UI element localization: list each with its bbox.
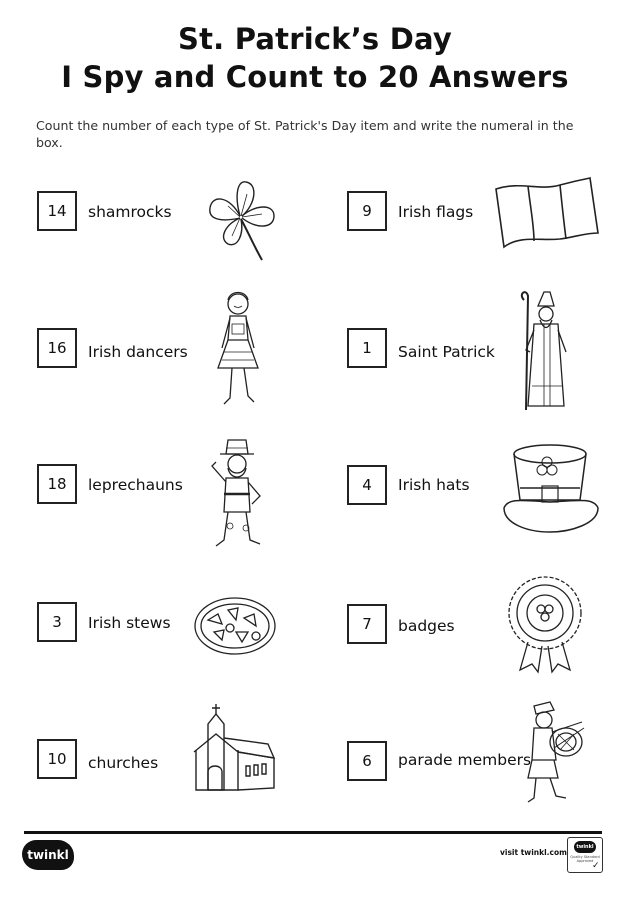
leprechaun-icon	[206, 436, 266, 560]
count-box-irish-hats[interactable]: 4	[347, 465, 387, 505]
label-parade-members: parade members	[398, 751, 532, 769]
quality-badge-logo: twinkl	[574, 841, 596, 853]
label-leprechauns: leprechauns	[88, 476, 183, 494]
quality-badge	[567, 837, 603, 873]
count-box-irish-stews[interactable]: 3	[37, 602, 77, 642]
check-icon: ✓	[592, 861, 600, 871]
quality-badge-text: Quality Standard Approved	[570, 855, 600, 863]
saint-patrick-icon	[514, 290, 572, 412]
label-churches: churches	[88, 754, 159, 772]
count-box-irish-flags[interactable]: 9	[347, 191, 387, 231]
visit-link[interactable]: visit twinkl.com	[500, 848, 567, 857]
footer-divider	[24, 831, 602, 834]
count-box-parade-members[interactable]: 6	[347, 741, 387, 781]
label-badges: badges	[398, 617, 455, 635]
parade-drummer-icon	[524, 698, 592, 808]
label-irish-hats: Irish hats	[398, 476, 470, 494]
shamrock-icon	[200, 176, 280, 262]
count-box-saint-patrick[interactable]: 1	[347, 328, 387, 368]
rosette-badge-icon	[506, 574, 584, 674]
twinkl-logo[interactable]: twinkl	[22, 840, 74, 870]
church-icon	[190, 702, 276, 794]
label-irish-flags: Irish flags	[398, 203, 474, 221]
count-box-leprechauns[interactable]: 18	[37, 464, 77, 504]
page-title-line-1: St. Patrick’s Day	[178, 22, 452, 56]
count-box-badges[interactable]: 7	[347, 604, 387, 644]
label-shamrocks: shamrocks	[88, 203, 172, 221]
irish-stew-icon	[192, 592, 278, 664]
page-title-line-2: I Spy and Count to 20 Answers	[61, 60, 569, 94]
count-box-shamrocks[interactable]: 14	[37, 191, 77, 231]
count-box-irish-dancers[interactable]: 16	[37, 328, 77, 368]
label-irish-dancers: Irish dancers	[88, 343, 188, 361]
irish-flag-icon	[490, 175, 600, 250]
label-irish-stews: Irish stews	[88, 614, 171, 632]
irish-dancer-icon	[212, 288, 264, 412]
instructions: Count the number of each type of St. Patrick's Day item and write the numeral in the box.	[36, 118, 574, 150]
irish-hat-icon	[500, 442, 602, 536]
count-box-churches[interactable]: 10	[37, 739, 77, 779]
label-saint-patrick: Saint Patrick	[398, 343, 495, 361]
